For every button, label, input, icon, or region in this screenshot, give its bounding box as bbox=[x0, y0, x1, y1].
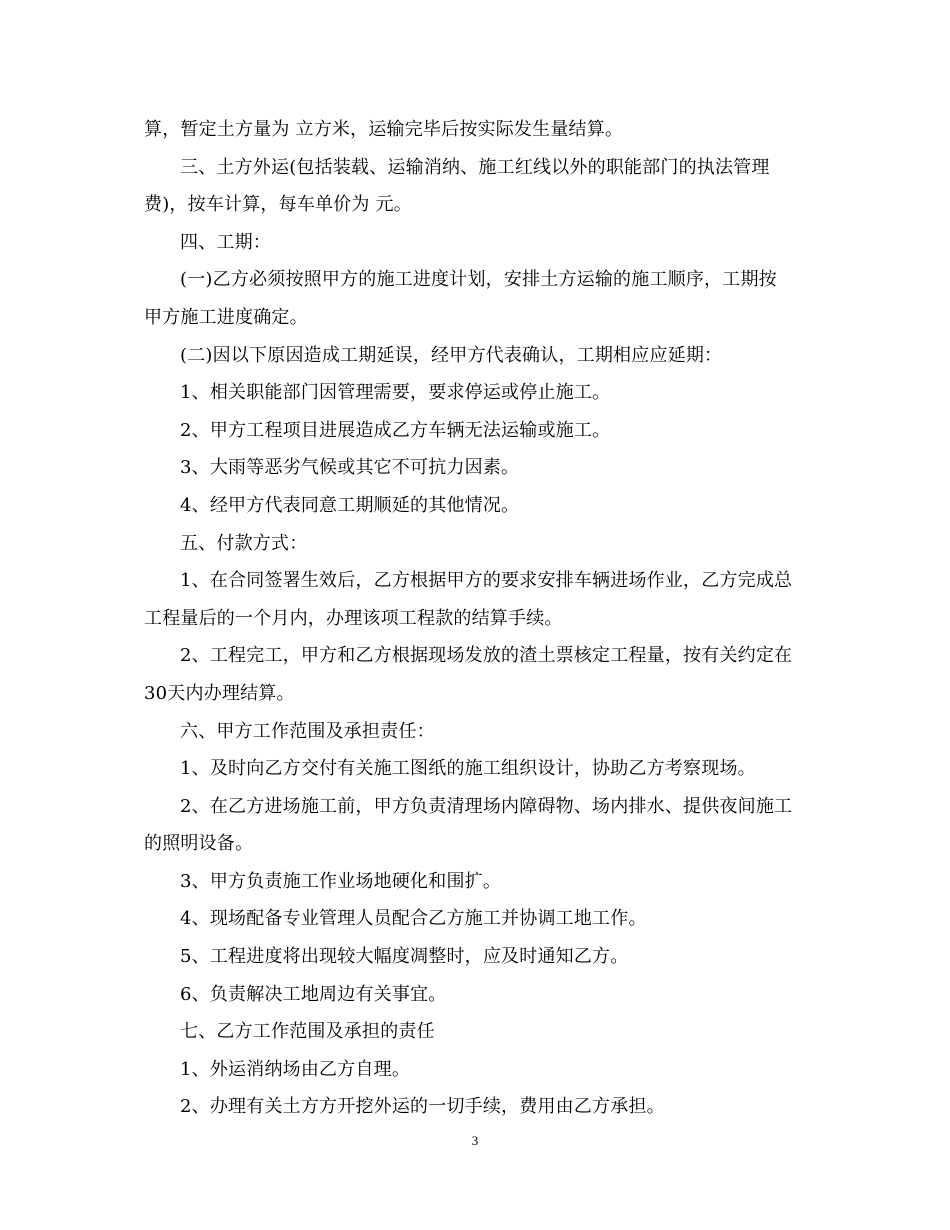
text-line: 2、工程完工，甲方和乙方根据现场发放的渣土票核定工程量，按有关约定在 bbox=[180, 645, 793, 667]
text-line: 5、工程进度将出现较大幅度凋整时，应及时通知乙方。 bbox=[180, 946, 629, 968]
text-line: 六、甲方工作范围及承担责任： bbox=[180, 720, 435, 742]
text-line: 七、乙方工作范围及承担的责任 bbox=[180, 1021, 435, 1043]
text-line: 工程量后的一个月内，办理该项工程款的结算手续。 bbox=[144, 607, 563, 629]
page-number: 3 bbox=[471, 1133, 479, 1148]
text-line: 1、外运消纳场由乙方自理。 bbox=[180, 1058, 411, 1080]
text-line: 3、大雨等恶劣气候或其它不可抗力因素。 bbox=[180, 457, 520, 479]
text-line: 的照明设备。 bbox=[144, 833, 254, 855]
text-line: 费)，按车计算，每车单价为 元。 bbox=[144, 194, 412, 216]
text-line: 2、办理有关土方方开挖外运的一切手续，费用由乙方承担。 bbox=[180, 1096, 665, 1118]
text-line: 甲方施工进度确定。 bbox=[144, 306, 308, 328]
text-line: 3、甲方负责施工作业场地硬化和围扩。 bbox=[180, 870, 502, 892]
text-line: 1、及时向乙方交付有关施工图纸的施工组织设计，协助乙方考察现场。 bbox=[180, 758, 756, 780]
text-line: 4、现场配备专业管理人员配合乙方施工并协调工地工作。 bbox=[180, 908, 647, 930]
text-line: 五、付款方式： bbox=[180, 532, 308, 554]
text-line: 三、土方外运(包括装载、运输消纳、施工红线以外的职能部门的执法管理 bbox=[180, 156, 770, 178]
text-line: 算，暂定土方量为 立方米，运输完毕后按实际发生量结算。 bbox=[144, 119, 624, 140]
text-line: 1、在合同签署生效后，乙方根据甲方的要求安排车辆进场作业，乙方完成总 bbox=[180, 570, 793, 592]
document-body bbox=[144, 111, 806, 1126]
text-line: (二)因以下原因造成工期延误，经甲方代表确认，工期相应应延期： bbox=[180, 344, 723, 366]
text-line: 30天内办理结算。 bbox=[144, 682, 295, 704]
text-line: 4、经甲方代表同意工期顺延的其他情况。 bbox=[180, 494, 520, 516]
text-line: 1、相关职能部门因管理需要，要求停运或停止施工。 bbox=[180, 382, 611, 404]
text-line: 6、负责解决工地周边有关事宜。 bbox=[180, 983, 447, 1005]
text-line: (一)乙方必须按照甲方的施工进度计划，安排土方运输的施工顺序，工期按 bbox=[180, 269, 777, 291]
text-line: 2、甲方工程项目进展造成乙方车辆无法运输或施工。 bbox=[180, 419, 611, 441]
text-line: 四、工期： bbox=[180, 231, 271, 253]
text-line: 2、在乙方进场施工前，甲方负责清理场内障碍物、场内排水、提供夜间施工 bbox=[180, 795, 793, 817]
